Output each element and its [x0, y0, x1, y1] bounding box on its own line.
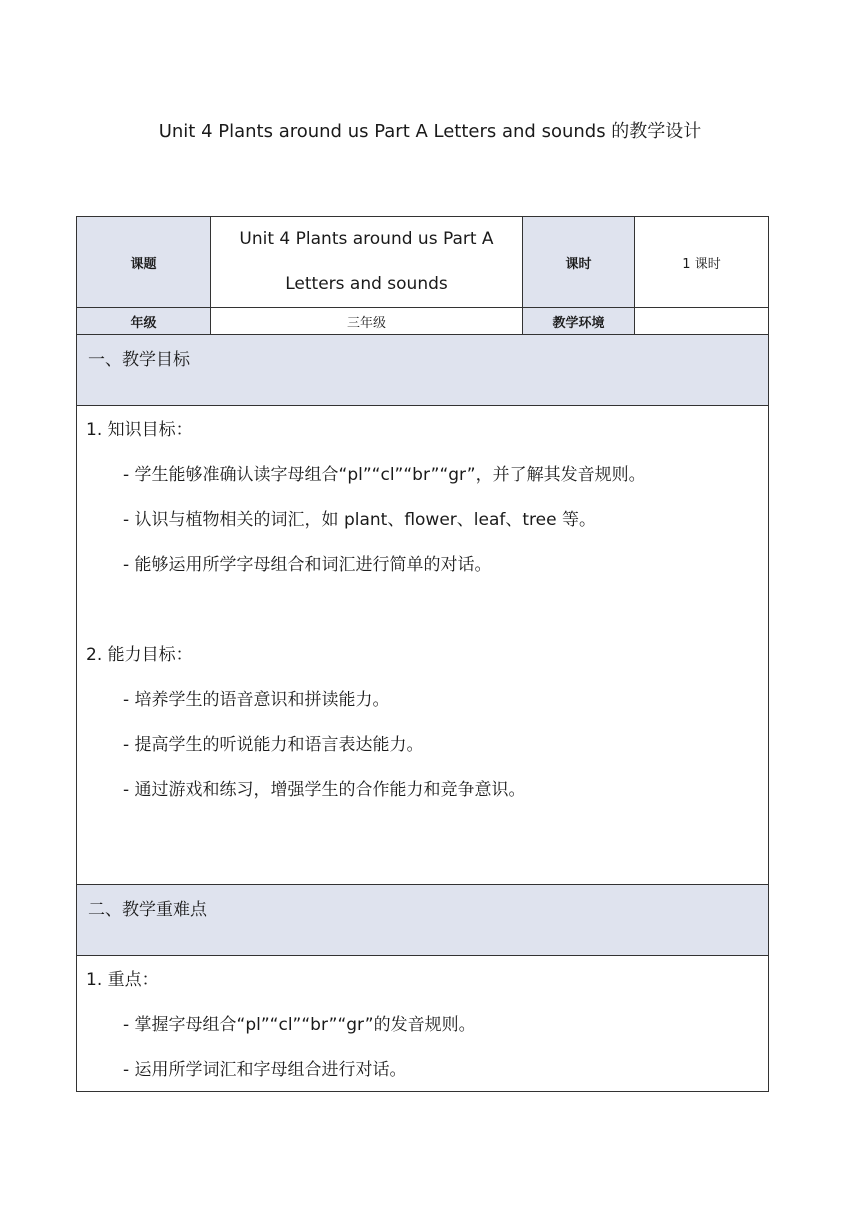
topic-line-1: Unit 4 Plants around us Part A	[239, 229, 494, 249]
env-label: 教学环境	[523, 308, 635, 335]
info-row-grade	[77, 308, 769, 335]
document-title: Unit 4 Plants around us Part A Letters and sounds 的教学设计	[158, 121, 702, 142]
objectives-content	[77, 406, 769, 885]
ability-item: - 通过游戏和练习，增强学生的合作能力和竞争意识。	[123, 780, 526, 800]
grade-value: 三年级	[211, 308, 523, 335]
topic-line-2: Letters and sounds	[285, 274, 448, 294]
env-value	[635, 308, 769, 335]
objectives-heading: 一、教学目标	[77, 335, 769, 406]
knowledge-item: - 认识与植物相关的词汇，如 plant、flower、leaf、tree 等。	[123, 510, 596, 530]
focus-title: 1. 重点：	[86, 970, 159, 990]
topic-label: 课题	[77, 217, 211, 308]
section-row-key-points	[77, 885, 769, 956]
key-points-content	[77, 956, 769, 1092]
grade-label: 年级	[77, 308, 211, 335]
lesson-plan-table	[76, 216, 769, 1092]
period-label: 课时	[523, 217, 635, 308]
ability-item: - 提高学生的听说能力和语言表达能力。	[123, 735, 424, 755]
knowledge-title: 1. 知识目标：	[86, 420, 193, 440]
ability-title: 2. 能力目标：	[86, 645, 193, 665]
knowledge-item: - 能够运用所学字母组合和词汇进行简单的对话。	[123, 555, 492, 575]
period-value: 1 课时	[635, 217, 769, 308]
key-points-content-row	[77, 956, 769, 1092]
ability-item: - 培养学生的语音意识和拼读能力。	[123, 690, 390, 710]
objectives-content-row	[77, 406, 769, 885]
info-row-topic	[77, 217, 769, 308]
key-points-heading: 二、教学重难点	[77, 885, 769, 956]
knowledge-item: - 学生能够准确认读字母组合“pl”“cl”“br”“gr”，并了解其发音规则。	[123, 465, 646, 485]
focus-item: - 运用所学词汇和字母组合进行对话。	[123, 1060, 407, 1080]
section-row-objectives	[77, 335, 769, 406]
focus-item: - 掌握字母组合“pl”“cl”“br”“gr”的发音规则。	[123, 1015, 476, 1035]
topic-value	[211, 217, 523, 308]
